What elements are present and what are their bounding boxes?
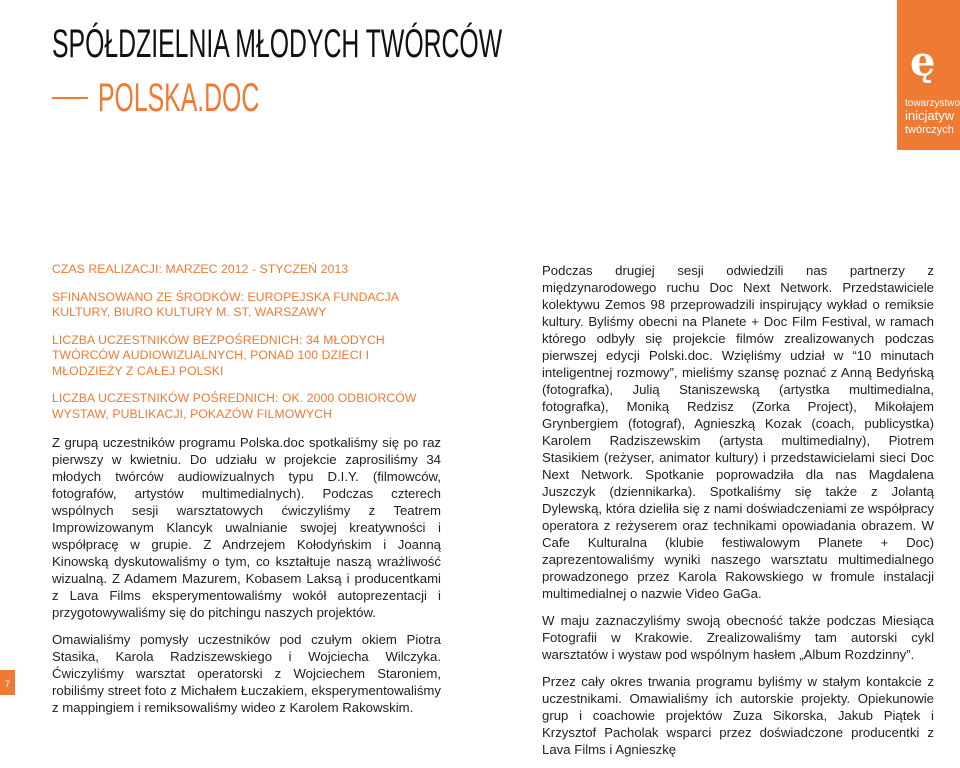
logo-line-2: inicjatyw xyxy=(905,108,955,123)
paragraph: W maju zaznaczyliśmy swoją obecność także podczas Miesiąca Fotografii w Krakowie. Zrealizowaliśmy tam autorski cykl warsztatów i wystaw pod wspólnym hasłem „Album Rozdzinny”. xyxy=(542,613,934,662)
logo-line-1: towarzystwo xyxy=(905,98,960,109)
meta-funding: SFINANSOWANO ZE ŚRODKÓW: EUROPEJSKA FUNDACJA KULTURY, BIURO KULTURY M. ST. WARSZAWY xyxy=(52,289,399,319)
meta-indirect-participants: LICZBA UCZESTNIKÓW POŚREDNICH: OK. 2000 ODBIORCÓW WYSTAW, PUBLIKACJI, POKAZÓW FILMOWYCH xyxy=(52,391,417,421)
left-body xyxy=(52,434,441,716)
meta-direct-participants: LICZBA UCZESTNIKÓW BEZPOŚREDNICH: 34 MŁODYCH TWÓRCÓW AUDIOWIZUALNYCH, PONAD 100 DZIECI I MŁODZIEŻY Z CAŁEJ POLSKI xyxy=(52,332,385,378)
page-title: SPÓŁDZIELNIA MŁODYCH TWÓRCÓW xyxy=(52,22,503,66)
page-number-tab xyxy=(0,670,15,695)
logo-mark-icon: ę xyxy=(910,38,936,85)
paragraph: Omawialiśmy pomysły uczestników pod czułym okiem Piotra Stasika, Karola Radziszewskiego i Wojciecha Wilczyka. Ćwiczyliśmy warsztat operatorski z Wojciechem Staroniem, robiliśmy street foto z Michałem Łuczakiem, eksperymentowaliśmy z mappingiem i remiksowaliśmy wideo z Karolem Rakowskim. xyxy=(52,632,441,715)
left-column xyxy=(52,262,441,726)
page-number: 7 xyxy=(5,679,11,689)
right-column xyxy=(542,262,934,768)
paragraph: Z grupą uczestników programu Polska.doc spotkaliśmy się po raz pierwszy w kwietniu. Do udziału w projekcie zaprosiliśmy 34 młodych twórców audiowizualnych typu D.I.Y. (filmowców, fotografów, artystów multimedialnych). Podczas czterech wspólnych sesji warsztatowych ćwiczyliśmy z Teatrem Improwizowanym Klancyk uwalnianie swojej kreatywności i współpracę w grupie. Z Andrzejem Kołodyńskim i Joanną Kinowską dyskutowaliśmy o tym, co kształtuje naszą wrażliwość wizualną. Z Adamem Mazurem, Kobasem Laksą i producentkami z Lava Films eksperymentowaliśmy wokół autoprezentacji i przygotowywaliśmy się do pitchingu naszych projektów. xyxy=(52,435,441,620)
paragraph: Podczas drugiej sesji odwiedzili nas partnerzy z międzynarodowego ruchu Doc Next Network. Przedstawiciele kolektywu Zemos 98 przeprowadzili inspirujący wykład o remiksie kultury. Byliśmy obecni na Planete + Doc Film Festival, w ramach którego odbyły się projekcie filmów zrealizowanych podczas pierwszej edycji Polski.doc. Wzięliśmy udział w “10 minutach inteligentnej rozmowy”, mieliśmy szansę poznać z Anną Bedyńską (fotografka), Julią Staniszewską (artystka multimedialna, fotografka), Moniką Redzisz (Zorka Project), Mikołajem Grynbergiem (fotograf), Agnieszką Kozak (coach, publicystka) Karolem Radziszewskim (artysta multimedialny), Piotrem Stasikiem (reżyser, animator kultury) i przedstawicielami sieci Doc Next Network. Spotkanie poprowadziła dla nas Magdalena Juszczyk (dziennikarka). Spotkaliśmy się także z Jolantą Dylewską, która dzieliła się z nami doświadczeniami ze współpracy operatora z reżyserem oraz technikami opowiadania obrazem. W Cafe Kulturalna (klubie festiwalowym Planete + Doc) zaprezentowaliśmy wyniki naszego warsztatu multimedialnego prowadzonego przez Karola Rakowskiego w fromule instalacji multimedialnej o nazwie Video GaGa. xyxy=(542,263,934,601)
subtitle-dash xyxy=(52,97,88,99)
project-meta xyxy=(52,262,441,422)
logo-line-3: twórczych xyxy=(905,124,954,136)
organization-logo xyxy=(897,0,960,150)
meta-duration: CZAS REALIZACJI: MARZEC 2012 - STYCZEŃ 2013 xyxy=(52,262,349,276)
page-subtitle xyxy=(52,76,358,120)
subtitle-text: POLSKA.DOC xyxy=(98,76,260,120)
paragraph: Przez cały okres trwania programu byliśmy w stałym kontakcie z uczestnikami. Omawialiśmy ich autorskie projekty. Opiekunowie grup i coachowie projektów Zuza Sikorska, Jakub Piątek i Krzysztof Pacholak wsparci przez doświadczone producentki z Lava Films i Agnieszkę xyxy=(542,674,934,757)
